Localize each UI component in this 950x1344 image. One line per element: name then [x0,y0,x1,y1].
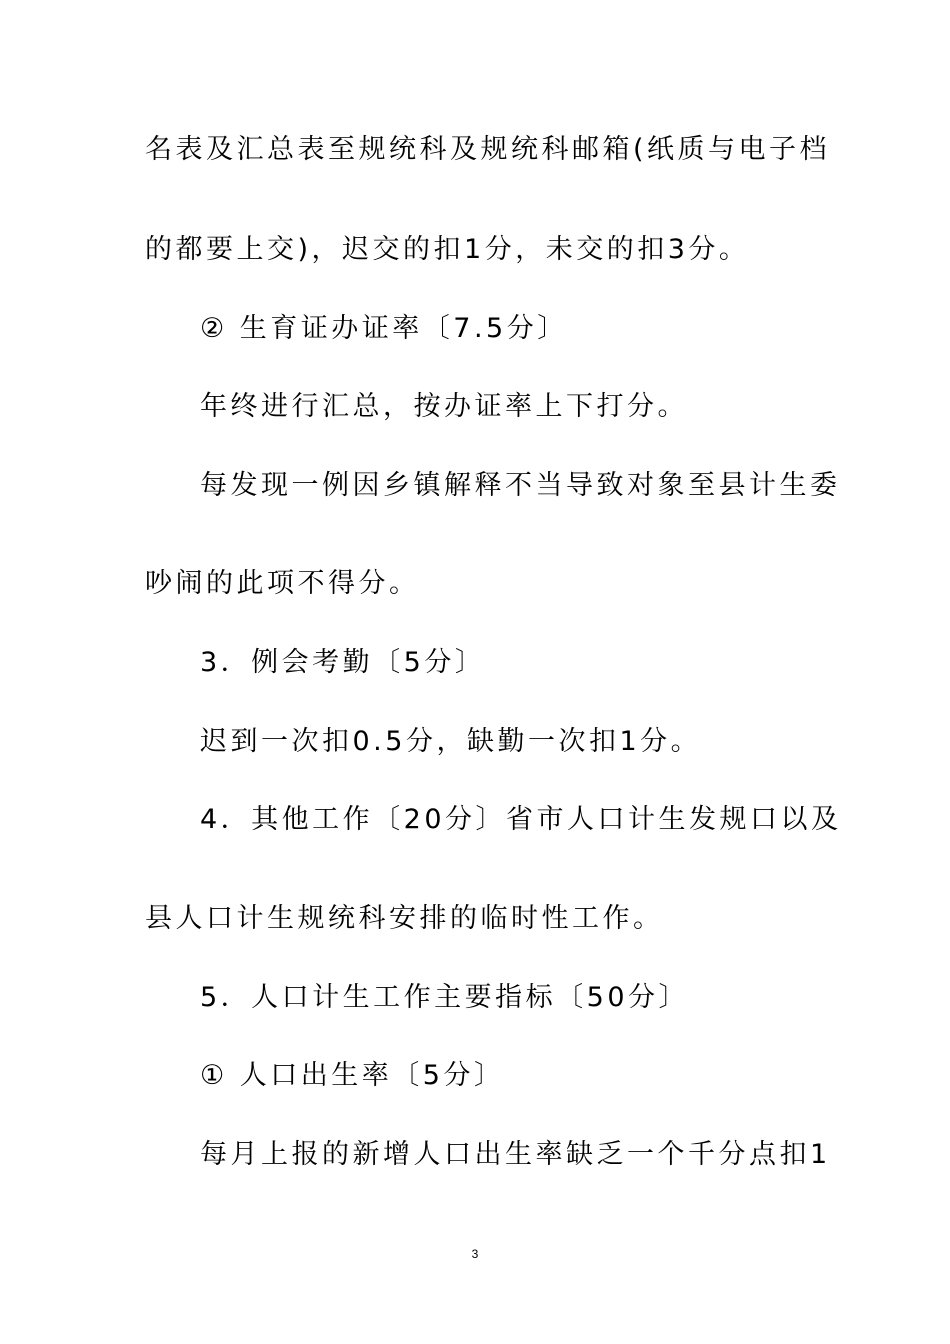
paragraph-line: ② 生育证办证率〔7.5分〕 [200,313,568,344]
paragraph-line: 每月上报的新增人口出生率缺乏一个千分点扣1 [200,1139,831,1170]
paragraph-line: 3．例会考勤〔5分〕 [200,647,486,678]
paragraph-line: 名表及汇总表至规统科及规统科邮箱(纸质与电子档 [145,134,831,165]
paragraph-line: 年终进行汇总，按办证率上下打分。 [200,391,688,422]
paragraph-line: 每发现一例因乡镇解释不当导致对象至县计生委 [200,470,841,501]
paragraph-line: 吵闹的此项不得分。 [145,568,420,599]
paragraph-line: 的都要上交)，迟交的扣1分，未交的扣3分。 [145,234,750,265]
paragraph-line: 县人口计生规统科安排的临时性工作。 [145,903,664,934]
paragraph-line: 5．人口计生工作主要指标〔50分〕 [200,982,690,1013]
paragraph-line: 迟到一次扣0.5分，缺勤一次扣1分。 [200,726,702,757]
page-number: 3 [471,1247,479,1261]
paragraph-line: 4．其他工作〔20分〕省市人口计生发规口以及 [200,804,842,835]
paragraph-line: ① 人口出生率〔5分〕 [200,1060,505,1091]
